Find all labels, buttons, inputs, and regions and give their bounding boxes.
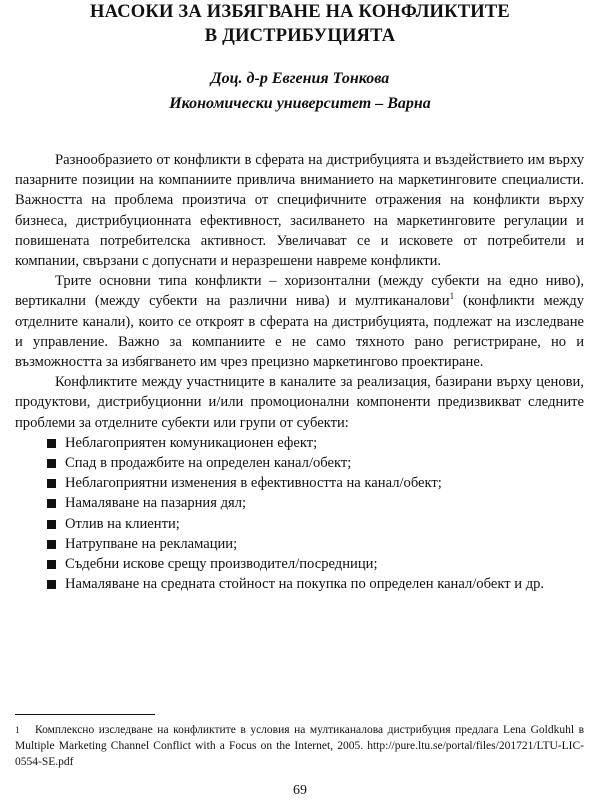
list-item-text: Натрупване на рекламации; (65, 535, 238, 552)
article-title-line-2: В ДИСТРИБУЦИЯТА (204, 26, 396, 46)
list-item (47, 433, 584, 453)
paragraph-3: Конфликтите между участниците в каналите за реализация, базирани върху ценови, продуктови, дистрибуционни и/или промоционални компоненти предизвикват следните проблеми за отделните субекти или групи от субекти: (15, 374, 584, 431)
list-item-text: Неблагоприятни изменения в ефективността на канал/обект; (65, 475, 442, 492)
paragraph-1: Разнообразието от конфликти в сферата на дистрибуцията и въздействието им върху пазарните позиции на компаниите привлича вниманието на маркетинговите специалисти. Важността на проблема произтича от специфичните отражения на конфликти върху бизнеса, дистрибуционната ефективност, засилването на маркетинговите регулации и повишената потребителска активност. Увеличават се и исковете от потребители и компании, свързани с допуснати и неразрешени навреме конфликти. (15, 152, 584, 270)
list-item-text: Неблагоприятен комуникационен ефект; (65, 434, 318, 451)
footnote (15, 722, 584, 770)
list-item-text: Отлив на клиенти; (65, 515, 180, 532)
list-item (47, 574, 584, 594)
list-item-text: Спад в продажбите на определен канал/обект; (65, 455, 352, 472)
article-body (15, 150, 584, 594)
page-number: 69 (293, 783, 307, 798)
square-bullet-icon (47, 499, 56, 508)
list-item (47, 514, 584, 534)
square-bullet-icon (47, 560, 56, 569)
list-item (47, 554, 584, 574)
list-item-text: Намаляване на средната стойност на покупка по определен канал/обект и др. (65, 576, 545, 593)
paragraph-2-text-b: (конфликти между отделните канали), които се откроят в сферата на дистрибуцията, подлежат на изследване и управление. Важно за компаниите е не само тяхното рано регистриране, но и възможността за избягването им чрез прецизно маркетингово проектиране. (15, 293, 584, 371)
problems-list (15, 433, 584, 595)
list-item (47, 453, 584, 473)
square-bullet-icon (47, 580, 56, 589)
footnote-text: Комплексно изследване на конфликтите в условия на мултиканалова дистрибуция предлага Lena Goldkuhl в Multiple Marketing Channel Conflict with a Focus on the Internet, 2005. http://pure.ltu.se/portal/files/201721/LTU-LIC-0554-SE.pdf (15, 724, 584, 768)
square-bullet-icon (47, 540, 56, 549)
footnote-reference: 1 (449, 291, 455, 302)
author-name: Доц. д-р Евгения Тонкова (210, 70, 390, 87)
list-item (47, 473, 584, 493)
footnote-separator (15, 714, 155, 715)
square-bullet-icon (47, 439, 56, 448)
list-item (47, 534, 584, 554)
square-bullet-icon (47, 459, 56, 468)
paragraph-2-text-a: Трите основни типа конфликти – хоризонтални (между субекти на едно ниво), вертикални (между субекти на различни нива) и мултиканалови (15, 273, 584, 310)
footnote-mark: 1 (15, 725, 20, 735)
square-bullet-icon (47, 479, 56, 488)
square-bullet-icon (47, 520, 56, 529)
author-affiliation: Икономически университет – Варна (169, 95, 431, 112)
article-title-line-1: НАСОКИ ЗА ИЗБЯГВАНЕ НА КОНФЛИКТИТЕ (90, 2, 510, 22)
list-item-text: Съдебни искове срещу производител/посредници; (65, 556, 378, 573)
paragraph-2 (15, 271, 584, 372)
list-item (47, 493, 584, 513)
list-item-text: Намаляване на пазарния дял; (65, 495, 247, 512)
